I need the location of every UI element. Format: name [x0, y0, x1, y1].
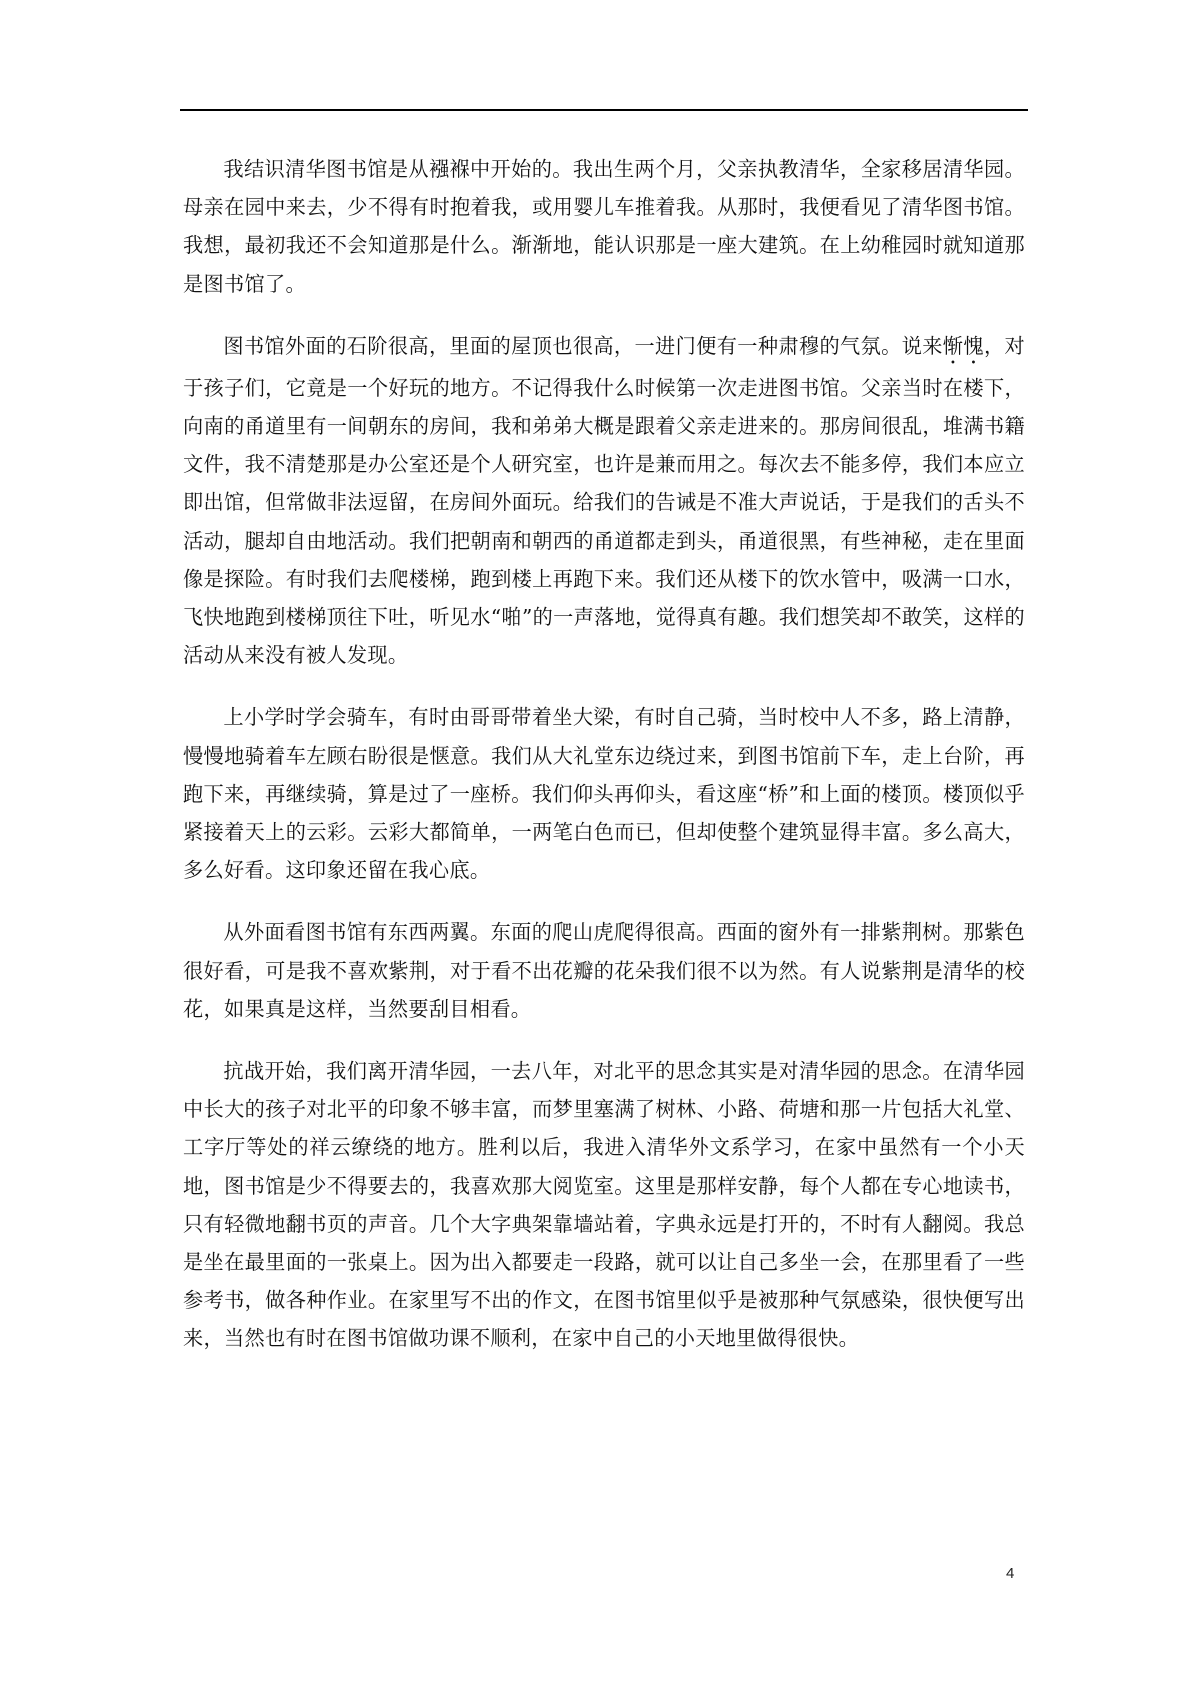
page-number: 4 — [1006, 1565, 1015, 1582]
article-body — [183, 150, 1025, 1382]
paragraph-1: 我结识清华图书馆是从襁褓中开始的。我出生两个月，父亲执教清华，全家移居清华园。母亲在园中来去，少不得有时抱着我，或用婴儿车推着我。从那时，我便看见了清华图书馆。我想，最初我还不会知道那是什么。渐渐地，能认识那是一座大建筑。在上幼稚园时就知道那是图书馆了。 — [183, 157, 1025, 296]
paragraph-2-part-1: 图书馆外面的石阶很高，里面的屋顶也很高，一进门便有一种肃穆的气氛。说来 — [223, 333, 943, 358]
paragraph-3: 上小学时学会骑车，有时由哥哥带着坐大梁，有时自己骑，当时校中人不多，路上清静，慢慢地骑着车左顾右盼很是惬意。我们从大礼堂东边绕过来，到图书馆前下车，走上台阶，再跑下来，再继续骑，算是过了一座桥。我们仰头再仰头，看这座“桥”和上面的楼顶。楼顶似乎紧接着天上的云彩。云彩大都简单，一两笔白色而已，但却使整个建筑显得丰富。多么高大，多么好看。这印象还留在我心底。 — [183, 705, 1025, 883]
emphasized-word: 惭愧 — [942, 333, 984, 358]
paragraph-2-part-2: ，对于孩子们，它竟是一个好玩的地方。不记得我什么时候第一次走进图书馆。父亲当时在楼下，向南的甬道里有一间朝东的房间，我和弟弟大概是跟着父亲走进来的。那房间很乱，堆满书籍文件，我不清楚那是办公室还是个人研究室，也许是兼而用之。每次去不能多停，我们本应立即出馆，但常做非法逗留，在房间外面玩。给我们的告诫是不准大声说话，于是我们的舌头不活动，腿却自由地活动。我们把朝南和朝西的甬道都走到头，甬道很黑，有些神秘，走在里面像是探险。有时我们去爬楼梯，跑到楼上再跑下来。我们还从楼下的饮水管中，吸满一口水，飞快地跑到楼梯顶往下吐，听见水“啪”的一声落地，觉得真有趣。我们想笑却不敢笑，这样的活动从来没有被人发现。 — [183, 333, 1025, 668]
header-rule — [180, 109, 1028, 111]
paragraph-5: 抗战开始，我们离开清华园，一去八年，对北平的思念其实是对清华园的思念。在清华园中长大的孩子对北平的印象不够丰富，而梦里塞满了树林、小路、荷塘和那一片包括大礼堂、工字厅等处的祥云缭绕的地方。胜利以后，我进入清华外文系学习，在家中虽然有一个小天地，图书馆是少不得要去的，我喜欢那大阅览室。这里是那样安静，每个人都在专心地读书，只有轻微地翻书页的声音。几个大字典架靠墙站着，字典永远是打开的，不时有人翻阅。我总是坐在最里面的一张桌上。因为出入都要走一段路，就可以让自己多坐一会，在那里看了一些参考书，做各种作业。在家里写不出的作文，在图书馆里似乎是被那种气氛感染，很快便写出来，当然也有时在图书馆做功课不顺利，在家中自己的小天地里做得很快。 — [183, 1059, 1025, 1351]
paragraph-2 — [183, 327, 1025, 675]
paragraph-4: 从外面看图书馆有东西两翼。东面的爬山虎爬得很高。西面的窗外有一排紫荆树。那紫色很好看，可是我不喜欢紫荆，对于看不出花瓣的花朵我们很不以为然。有人说紫荆是清华的校花，如果真是这样，当然要刮目相看。 — [183, 920, 1025, 1021]
